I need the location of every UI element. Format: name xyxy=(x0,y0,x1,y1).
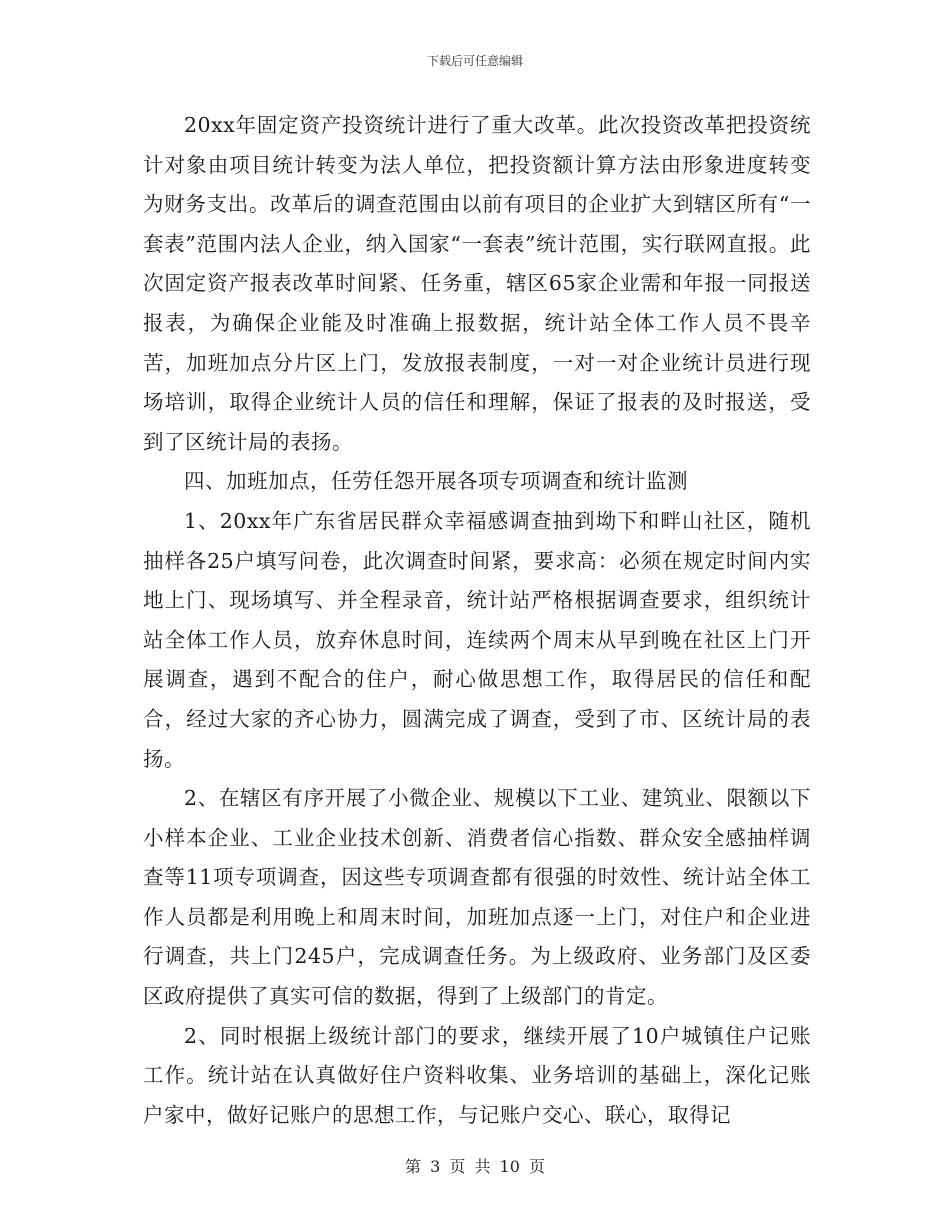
paragraph-happiness-survey: 1、20xx年广东省居民群众幸福感调查抽到坳下和畔山社区，随机抽样各25户填写问卷，此次调查时间紧，要求高：必须在规定时间内实地上门、现场填写、并全程录音，统计站严格根据调查要求，组织统计站全体工作人员，放弃休息时间，连续两个周末从早到晚在社区上门开展调查，遇到不配合的住户，耐心做思想工作，取得居民的信任和配合，经过大家的齐心协力，圆满完成了调查，受到了市、区统计局的表扬。 xyxy=(143,508,811,771)
document-body xyxy=(143,106,811,1135)
page-header: 下载后可任意编辑 xyxy=(426,54,523,68)
page-number-footer: 第 3 页 共 10 页 xyxy=(405,1157,545,1176)
paragraph-special-surveys: 2、在辖区有序开展了小微企业、规模以下工业、建筑业、限额以下小样本企业、工业企业技术创新、消费者信心指数、群众安全感抽样调查等11项专项调查，因这些专项调查都有很强的时效性、统计站全体工作人员都是利用晚上和周末时间，加班加点逐一上门，对住户和企业进行调查，共上门245户，完成调查任务。为上级政府、业务部门及区委区政府提供了真实可信的数据，得到了上级部门的肯定。 xyxy=(143,786,811,1009)
section-heading-special-surveys: 四、加班加点，任劳任怨开展各项专项调查和统计监测 xyxy=(184,469,688,494)
paragraph-investment-reform: 20xx年固定资产投资统计进行了重大改革。此次投资改革把投资统计对象由项目统计转变为法人单位，把投资额计算方法由形象进度转变为财务支出。改革后的调查范围由以前有项目的企业扩大到辖区所有“一套表”范围内法人企业，纳入国家“一套表”统计范围，实行联网直报。此次固定资产报表改革时间紧、任务重，辖区65家企业需和年报一同报送报表，为确保企业能及时准确上报数据，统计站全体工作人员不畏辛苦，加班加点分片区上门，发放报表制度，一对一对企业统计员进行现场培训，取得企业统计人员的信任和理解，保证了报表的及时报送，受到了区统计局的表扬。 xyxy=(143,113,811,454)
paragraph-household-accounting: 2、同时根据上级统计部门的要求，继续开展了10户城镇住户记账工作。统计站在认真做好住户资料收集、业务培训的基础上，深化记账户家中，做好记账户的思想工作，与记账户交心、联心，取得记 xyxy=(143,1023,811,1127)
